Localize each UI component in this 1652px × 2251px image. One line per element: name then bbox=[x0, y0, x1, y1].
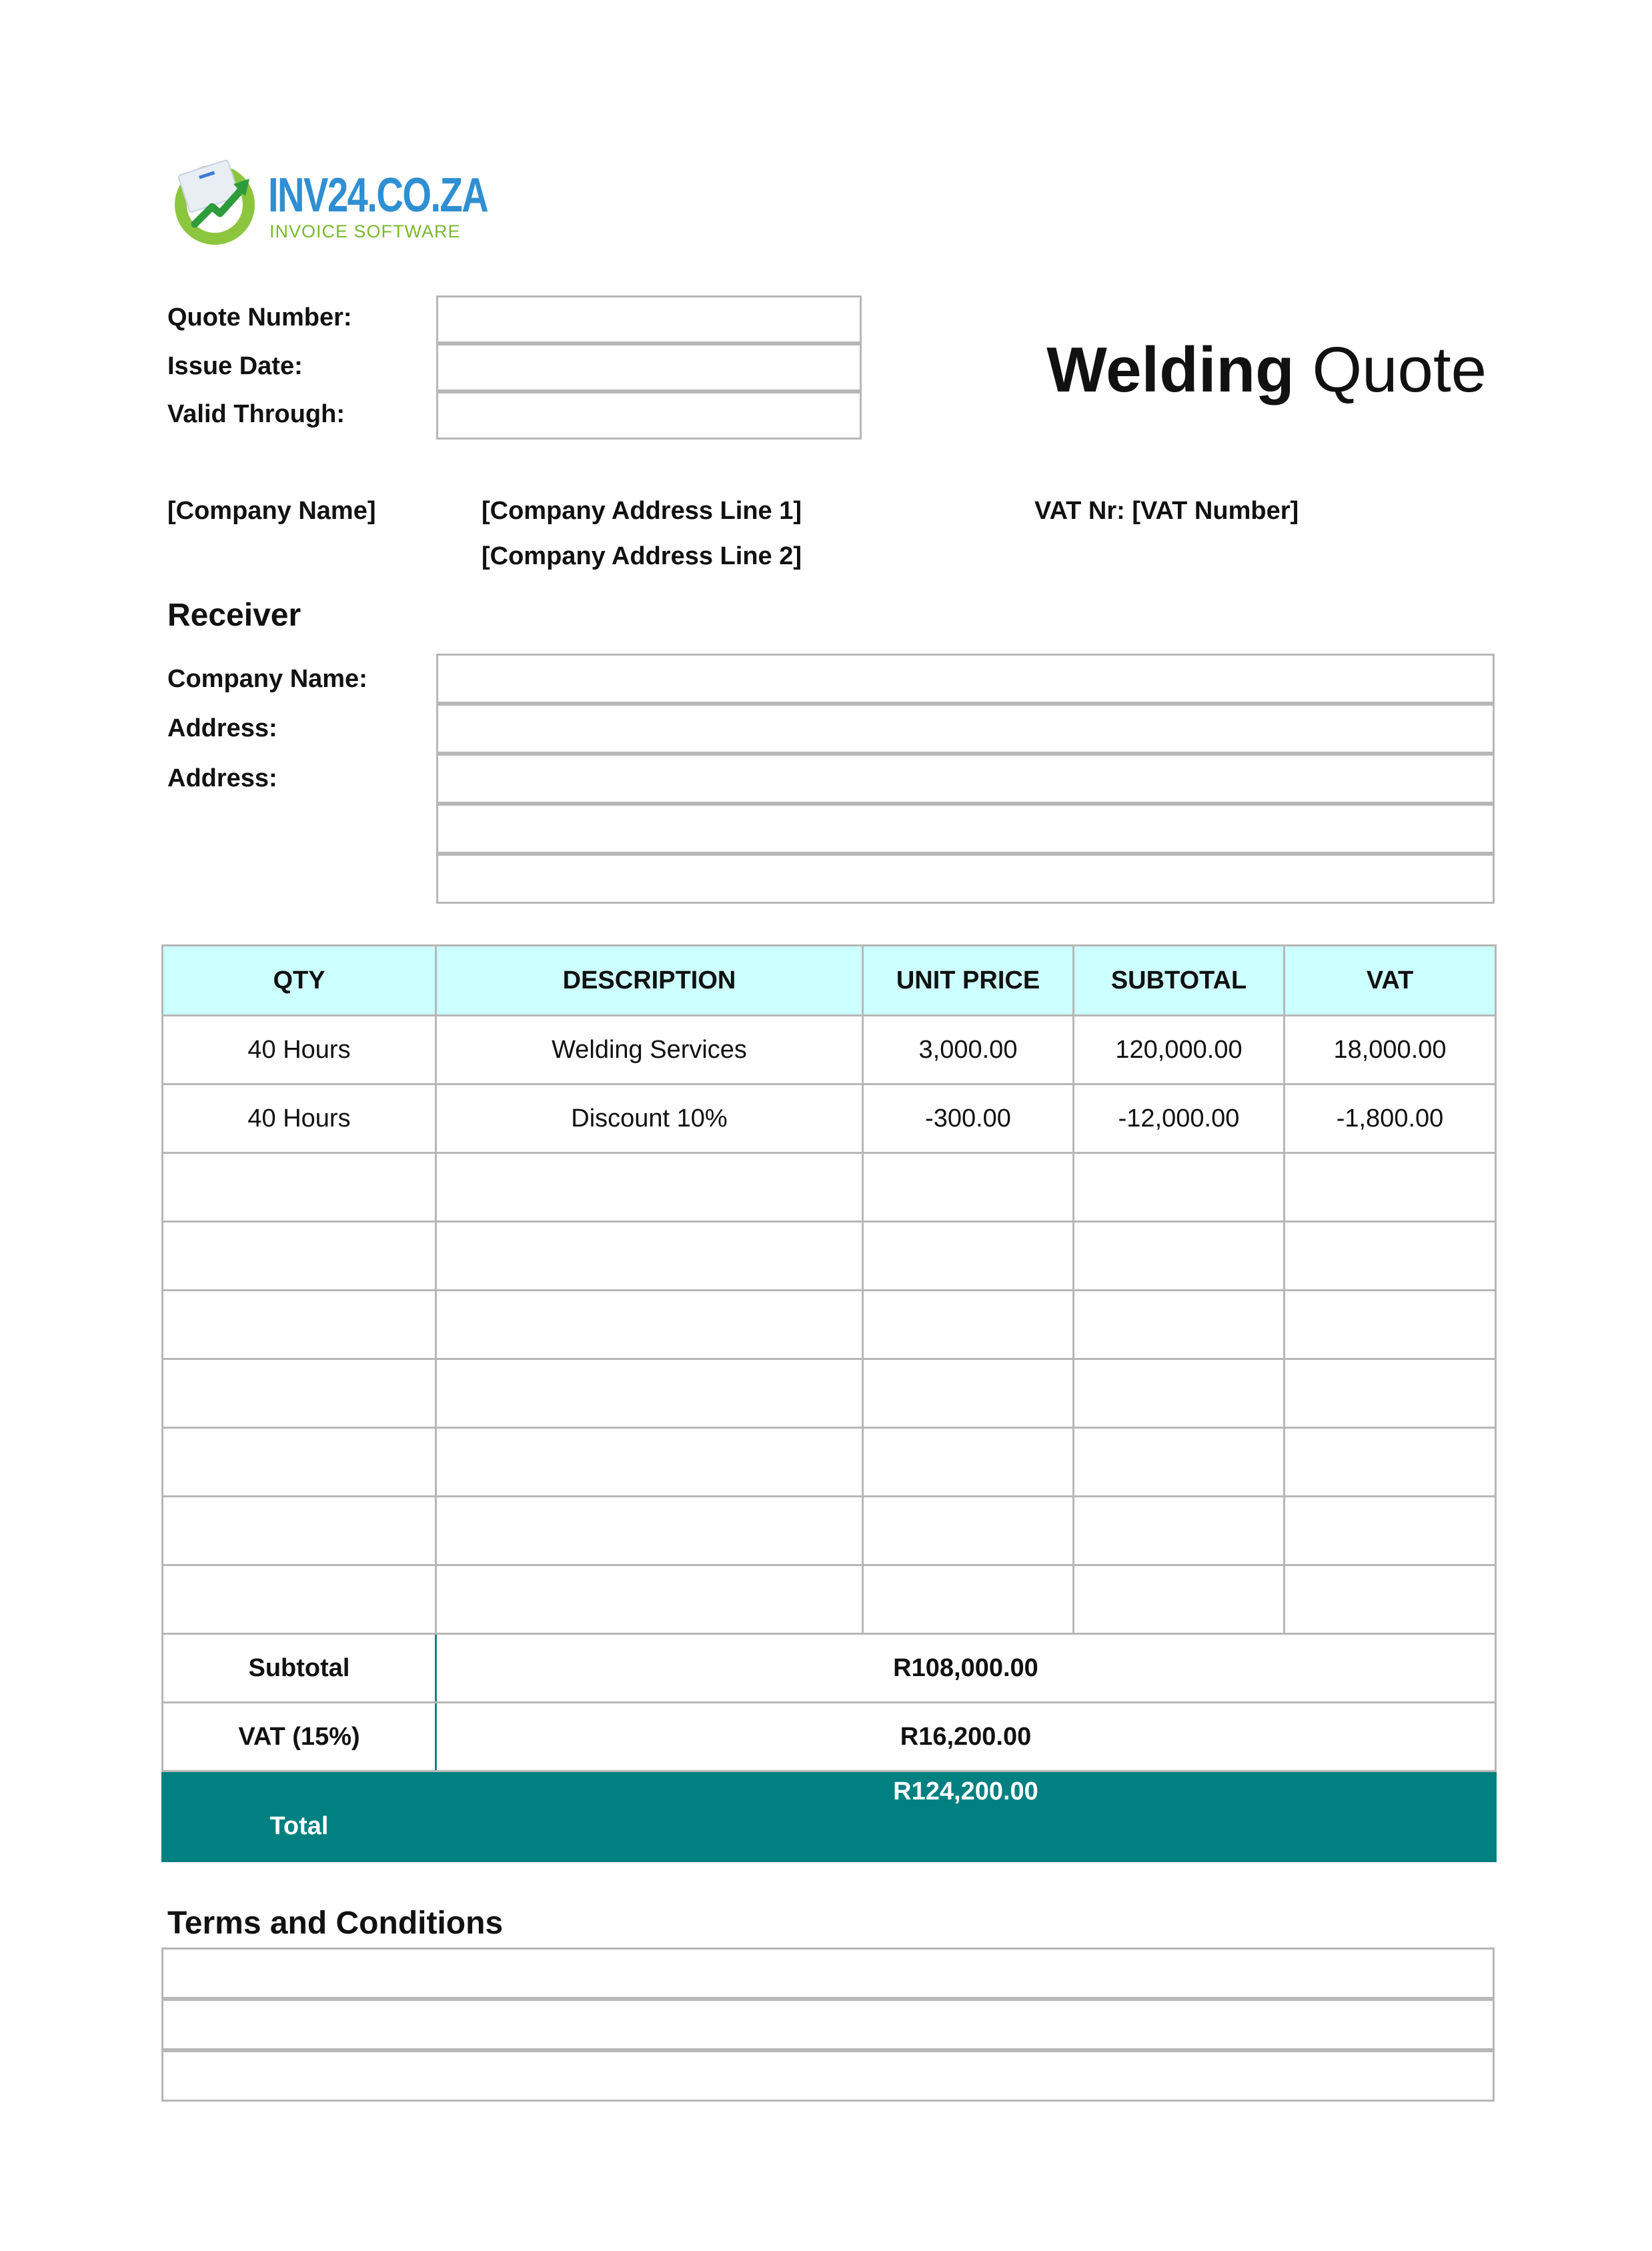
vat-total-value: R16,200.00 bbox=[436, 1703, 1496, 1771]
empty-cell[interactable] bbox=[436, 1222, 863, 1291]
empty-cell[interactable] bbox=[863, 1153, 1074, 1222]
empty-cell[interactable] bbox=[863, 1291, 1074, 1359]
empty-table-row bbox=[163, 1497, 1496, 1565]
vat-total-row bbox=[163, 1703, 1496, 1771]
empty-cell[interactable] bbox=[863, 1359, 1074, 1428]
column-header-description: DESCRIPTION bbox=[436, 946, 863, 1016]
vat-total-label: VAT (15%) bbox=[163, 1703, 436, 1771]
subtotal-value: R108,000.00 bbox=[436, 1634, 1496, 1703]
empty-cell[interactable] bbox=[1074, 1222, 1285, 1291]
grand-total-label: Total bbox=[163, 1771, 436, 1861]
invoice-growth-arrow-icon bbox=[168, 155, 261, 248]
empty-cell[interactable] bbox=[436, 1428, 863, 1497]
empty-cell[interactable] bbox=[1285, 1291, 1496, 1359]
terms-field-1[interactable] bbox=[161, 1948, 1495, 1999]
grand-total-value: R124,200.00 bbox=[436, 1771, 1496, 1861]
title-regular: Quote bbox=[1294, 334, 1487, 406]
title-bold: Welding bbox=[1046, 334, 1295, 406]
empty-cell[interactable] bbox=[436, 1291, 863, 1359]
empty-cell[interactable] bbox=[1285, 1359, 1496, 1428]
line-items-table bbox=[161, 944, 1497, 1862]
empty-table-row bbox=[163, 1291, 1496, 1359]
empty-cell[interactable] bbox=[863, 1428, 1074, 1497]
empty-cell[interactable] bbox=[863, 1565, 1074, 1634]
empty-cell[interactable] bbox=[163, 1565, 436, 1634]
table-row bbox=[163, 1084, 1496, 1153]
empty-cell[interactable] bbox=[436, 1153, 863, 1222]
empty-cell[interactable] bbox=[163, 1222, 436, 1291]
logo-tagline: INVOICE SOFTWARE bbox=[269, 221, 461, 241]
subtotal-row bbox=[163, 1634, 1496, 1703]
cell-description[interactable]: Discount 10% bbox=[436, 1084, 863, 1153]
empty-table-row bbox=[163, 1222, 1496, 1291]
valid-through-label: Valid Through: bbox=[167, 400, 345, 428]
cell-qty[interactable]: 40 Hours bbox=[163, 1016, 436, 1084]
empty-cell[interactable] bbox=[436, 1497, 863, 1565]
empty-table-row bbox=[163, 1428, 1496, 1497]
cell-qty[interactable]: 40 Hours bbox=[163, 1084, 436, 1153]
empty-cell[interactable] bbox=[1285, 1153, 1496, 1222]
valid-through-field[interactable] bbox=[436, 392, 862, 440]
table-row bbox=[163, 1016, 1496, 1084]
cell-subtotal[interactable]: -12,000.00 bbox=[1074, 1084, 1285, 1153]
sender-company-name: [Company Name] bbox=[167, 497, 376, 525]
table-header-row bbox=[163, 946, 1496, 1016]
sender-address-line-1: [Company Address Line 1] bbox=[482, 497, 802, 525]
empty-cell[interactable] bbox=[163, 1428, 436, 1497]
cell-vat[interactable]: 18,000.00 bbox=[1285, 1016, 1496, 1084]
empty-cell[interactable] bbox=[863, 1222, 1074, 1291]
subtotal-label: Subtotal bbox=[163, 1634, 436, 1703]
issue-date-label: Issue Date: bbox=[167, 352, 303, 380]
company-logo bbox=[168, 155, 488, 248]
terms-heading: Terms and Conditions bbox=[167, 1906, 504, 1941]
receiver-heading: Receiver bbox=[167, 598, 301, 633]
empty-cell[interactable] bbox=[1285, 1428, 1496, 1497]
logo-brand-text: INV24.CO.ZA bbox=[268, 169, 488, 222]
empty-cell[interactable] bbox=[163, 1359, 436, 1428]
cell-description[interactable]: Welding Services bbox=[436, 1016, 863, 1084]
quote-number-label: Quote Number: bbox=[167, 303, 352, 331]
empty-cell[interactable] bbox=[1285, 1497, 1496, 1565]
cell-vat[interactable]: -1,800.00 bbox=[1285, 1084, 1496, 1153]
document-title bbox=[1046, 333, 1487, 407]
empty-cell[interactable] bbox=[163, 1497, 436, 1565]
cell-unit-price[interactable]: -300.00 bbox=[863, 1084, 1074, 1153]
empty-cell[interactable] bbox=[1285, 1222, 1496, 1291]
empty-cell[interactable] bbox=[436, 1359, 863, 1428]
receiver-address-field-3[interactable] bbox=[436, 804, 1495, 854]
column-header-subtotal: SUBTOTAL bbox=[1074, 946, 1285, 1016]
empty-cell[interactable] bbox=[863, 1497, 1074, 1565]
terms-field-3[interactable] bbox=[161, 2050, 1495, 2102]
receiver-company-name-field[interactable] bbox=[436, 654, 1495, 704]
issue-date-field[interactable] bbox=[436, 343, 862, 392]
receiver-address-field-4[interactable] bbox=[436, 854, 1495, 904]
column-header-vat: VAT bbox=[1285, 946, 1496, 1016]
empty-cell[interactable] bbox=[1074, 1153, 1285, 1222]
receiver-company-name-label: Company Name: bbox=[167, 665, 367, 693]
grand-total-row bbox=[163, 1771, 1496, 1861]
empty-cell[interactable] bbox=[1074, 1291, 1285, 1359]
empty-table-row bbox=[163, 1359, 1496, 1428]
cell-unit-price[interactable]: 3,000.00 bbox=[863, 1016, 1074, 1084]
receiver-address-label-2: Address: bbox=[167, 764, 277, 792]
column-header-unit-price: UNIT PRICE bbox=[863, 946, 1074, 1016]
empty-cell[interactable] bbox=[1285, 1565, 1496, 1634]
cell-subtotal[interactable]: 120,000.00 bbox=[1074, 1016, 1285, 1084]
empty-table-row bbox=[163, 1565, 1496, 1634]
empty-cell[interactable] bbox=[1074, 1359, 1285, 1428]
empty-cell[interactable] bbox=[1074, 1428, 1285, 1497]
empty-cell[interactable] bbox=[436, 1565, 863, 1634]
empty-cell[interactable] bbox=[1074, 1497, 1285, 1565]
sender-address-line-2: [Company Address Line 2] bbox=[482, 542, 802, 570]
column-header-qty: QTY bbox=[163, 946, 436, 1016]
terms-field-2[interactable] bbox=[161, 1999, 1495, 2050]
empty-cell[interactable] bbox=[163, 1291, 436, 1359]
empty-table-row bbox=[163, 1153, 1496, 1222]
receiver-address-label-1: Address: bbox=[167, 714, 277, 742]
receiver-address-field-1[interactable] bbox=[436, 704, 1495, 754]
sender-vat-number: VAT Nr: [VAT Number] bbox=[1034, 497, 1299, 525]
empty-cell[interactable] bbox=[163, 1153, 436, 1222]
receiver-address-field-2[interactable] bbox=[436, 754, 1495, 804]
empty-cell[interactable] bbox=[1074, 1565, 1285, 1634]
quote-number-field[interactable] bbox=[436, 295, 862, 343]
